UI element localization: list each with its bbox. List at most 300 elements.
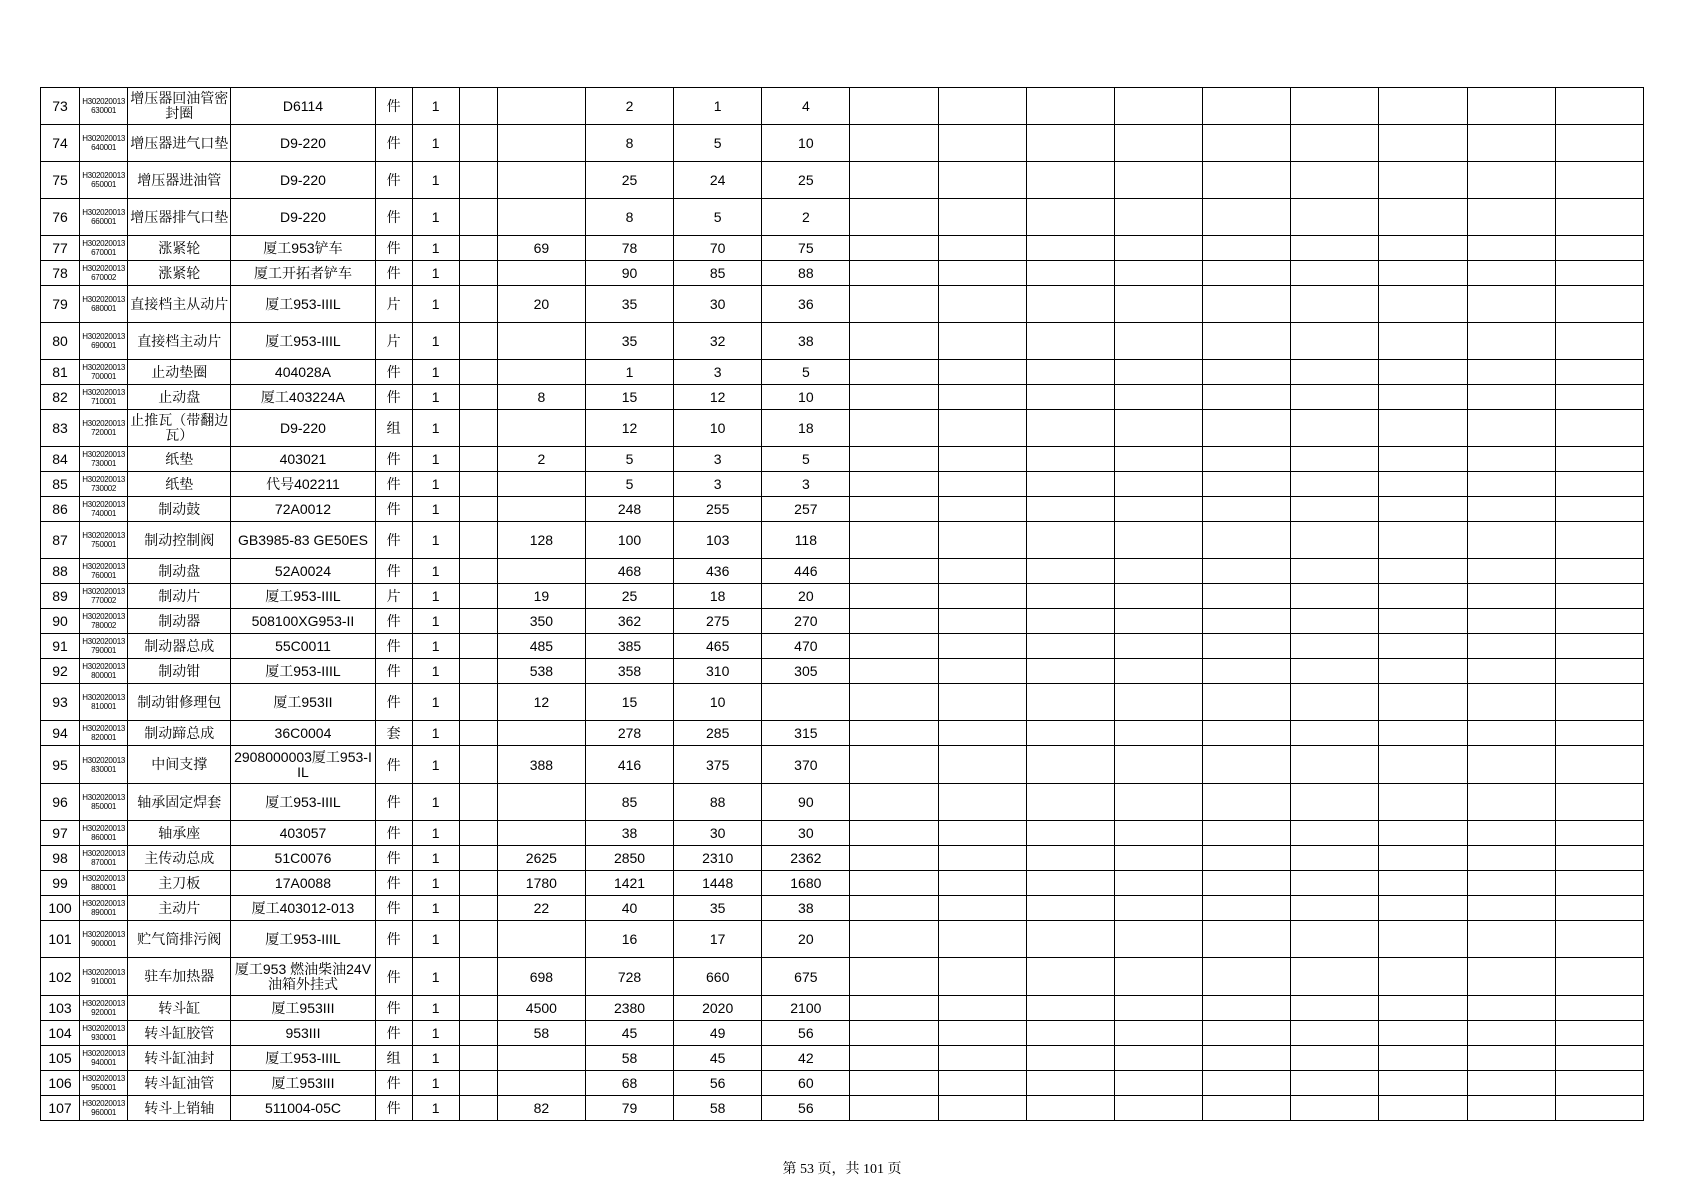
cell-unit: 件	[375, 559, 412, 584]
cell-v5: 90	[762, 784, 850, 821]
cell-no: 98	[41, 846, 80, 871]
cell-v5: 18	[762, 410, 850, 447]
cell-blank	[1379, 385, 1467, 410]
cell-spec: 17A0088	[231, 871, 375, 896]
cell-no: 91	[41, 634, 80, 659]
cell-blank	[1203, 996, 1291, 1021]
cell-code: H302020013810001	[80, 684, 128, 721]
cell-v5: 470	[762, 634, 850, 659]
cell-v3: 728	[585, 958, 673, 996]
cell-v1	[459, 125, 497, 162]
cell-spec: D6114	[231, 88, 375, 125]
cell-v5: 75	[762, 236, 850, 261]
table-row	[41, 958, 1644, 996]
cell-qty: 1	[412, 584, 459, 609]
cell-blank	[1026, 199, 1114, 236]
cell-blank	[850, 896, 938, 921]
cell-no: 84	[41, 447, 80, 472]
cell-name: 制动蹄总成	[128, 721, 231, 746]
cell-v3: 416	[585, 746, 673, 784]
cell-blank	[1467, 261, 1555, 286]
cell-blank	[1026, 261, 1114, 286]
cell-blank	[850, 684, 938, 721]
cell-unit: 组	[375, 1046, 412, 1071]
cell-blank	[938, 746, 1026, 784]
cell-blank	[1379, 684, 1467, 721]
cell-code: H302020013950001	[80, 1071, 128, 1096]
cell-blank	[1291, 684, 1379, 721]
cell-v5: 4	[762, 88, 850, 125]
cell-v1	[459, 261, 497, 286]
cell-spec: 厦工953-IIIL	[231, 784, 375, 821]
cell-blank	[938, 871, 1026, 896]
cell-v2	[497, 1071, 585, 1096]
cell-name: 直接档主从动片	[128, 286, 231, 323]
table-row	[41, 199, 1644, 236]
cell-no: 103	[41, 996, 80, 1021]
cell-blank	[1467, 447, 1555, 472]
table-row	[41, 1021, 1644, 1046]
cell-blank	[1379, 958, 1467, 996]
cell-v1	[459, 958, 497, 996]
cell-v5: 257	[762, 497, 850, 522]
cell-blank	[850, 821, 938, 846]
cell-blank	[938, 360, 1026, 385]
cell-blank	[850, 634, 938, 659]
cell-blank	[1291, 1071, 1379, 1096]
cell-v2: 58	[497, 1021, 585, 1046]
cell-blank	[850, 921, 938, 958]
cell-blank	[1467, 323, 1555, 360]
cell-blank	[938, 385, 1026, 410]
cell-blank	[1114, 958, 1202, 996]
cell-spec: 厦工403224A	[231, 385, 375, 410]
cell-blank	[1555, 125, 1643, 162]
cell-v5: 20	[762, 584, 850, 609]
cell-blank	[1291, 125, 1379, 162]
cell-blank	[1379, 88, 1467, 125]
cell-qty: 1	[412, 634, 459, 659]
cell-blank	[938, 584, 1026, 609]
cell-name: 增压器进气口垫	[128, 125, 231, 162]
cell-v5: 25	[762, 162, 850, 199]
cell-blank	[1291, 921, 1379, 958]
cell-v4: 1448	[674, 871, 762, 896]
cell-no: 75	[41, 162, 80, 199]
cell-blank	[1555, 1046, 1643, 1071]
cell-blank	[1555, 584, 1643, 609]
cell-v2	[497, 88, 585, 125]
cell-v5: 56	[762, 1096, 850, 1121]
cell-blank	[850, 447, 938, 472]
cell-v3: 362	[585, 609, 673, 634]
cell-v1	[459, 609, 497, 634]
cell-code: H302020013700001	[80, 360, 128, 385]
cell-blank	[1026, 286, 1114, 323]
cell-v2	[497, 162, 585, 199]
cell-v1	[459, 921, 497, 958]
cell-code: H302020013790001	[80, 634, 128, 659]
cell-name: 制动鼓	[128, 497, 231, 522]
cell-blank	[1114, 821, 1202, 846]
cell-blank	[1379, 447, 1467, 472]
cell-blank	[938, 88, 1026, 125]
table-row	[41, 609, 1644, 634]
cell-no: 99	[41, 871, 80, 896]
cell-blank	[938, 996, 1026, 1021]
cell-blank	[850, 199, 938, 236]
cell-qty: 1	[412, 261, 459, 286]
cell-qty: 1	[412, 497, 459, 522]
cell-v5: 675	[762, 958, 850, 996]
cell-spec: 厦工953-IIIL	[231, 659, 375, 684]
cell-unit: 件	[375, 385, 412, 410]
table-row	[41, 584, 1644, 609]
cell-blank	[1467, 996, 1555, 1021]
cell-blank	[1291, 261, 1379, 286]
cell-unit: 件	[375, 896, 412, 921]
cell-v2: 69	[497, 236, 585, 261]
cell-blank	[938, 410, 1026, 447]
cell-blank	[1467, 360, 1555, 385]
cell-blank	[1203, 323, 1291, 360]
cell-no: 94	[41, 721, 80, 746]
cell-blank	[1026, 162, 1114, 199]
cell-blank	[1379, 634, 1467, 659]
cell-v5: 10	[762, 125, 850, 162]
cell-qty: 1	[412, 996, 459, 1021]
cell-code: H302020013820001	[80, 721, 128, 746]
cell-blank	[1555, 162, 1643, 199]
cell-blank	[1291, 286, 1379, 323]
cell-blank	[1291, 871, 1379, 896]
cell-blank	[1291, 1096, 1379, 1121]
cell-blank	[1203, 746, 1291, 784]
cell-blank	[1379, 784, 1467, 821]
cell-v5: 56	[762, 1021, 850, 1046]
cell-no: 93	[41, 684, 80, 721]
cell-v5: 2100	[762, 996, 850, 1021]
cell-blank	[850, 88, 938, 125]
cell-v4: 24	[674, 162, 762, 199]
cell-unit: 件	[375, 784, 412, 821]
cell-no: 105	[41, 1046, 80, 1071]
cell-blank	[850, 497, 938, 522]
cell-blank	[1291, 821, 1379, 846]
cell-spec: 厦工953II	[231, 684, 375, 721]
cell-blank	[1203, 784, 1291, 821]
cell-no: 78	[41, 261, 80, 286]
cell-v3: 79	[585, 1096, 673, 1121]
cell-blank	[1379, 162, 1467, 199]
cell-blank	[938, 609, 1026, 634]
cell-qty: 1	[412, 896, 459, 921]
cell-blank	[1026, 522, 1114, 559]
cell-blank	[1203, 659, 1291, 684]
cell-v1	[459, 522, 497, 559]
cell-spec: 511004-05C	[231, 1096, 375, 1121]
table-row	[41, 447, 1644, 472]
cell-blank	[850, 286, 938, 323]
cell-blank	[1026, 447, 1114, 472]
cell-code: H302020013800001	[80, 659, 128, 684]
cell-qty: 1	[412, 821, 459, 846]
cell-blank	[1379, 821, 1467, 846]
cell-v3: 8	[585, 199, 673, 236]
page-footer: 第 53 页，共 101 页	[782, 1162, 902, 1177]
cell-blank	[938, 821, 1026, 846]
cell-v4: 465	[674, 634, 762, 659]
cell-v3: 45	[585, 1021, 673, 1046]
cell-blank	[1114, 199, 1202, 236]
cell-blank	[1467, 1046, 1555, 1071]
cell-blank	[1203, 1071, 1291, 1096]
cell-blank	[850, 125, 938, 162]
cell-blank	[1114, 634, 1202, 659]
cell-blank	[1203, 821, 1291, 846]
cell-qty: 1	[412, 746, 459, 784]
cell-spec: 55C0011	[231, 634, 375, 659]
cell-v3: 15	[585, 385, 673, 410]
cell-v4: 436	[674, 559, 762, 584]
cell-blank	[1203, 921, 1291, 958]
cell-v3: 38	[585, 821, 673, 846]
cell-v5: 446	[762, 559, 850, 584]
cell-name: 中间支撑	[128, 746, 231, 784]
cell-v3: 35	[585, 323, 673, 360]
cell-blank	[1203, 1021, 1291, 1046]
cell-spec: D9-220	[231, 199, 375, 236]
cell-v3: 90	[585, 261, 673, 286]
cell-v5	[762, 684, 850, 721]
cell-qty: 1	[412, 236, 459, 261]
cell-blank	[1026, 921, 1114, 958]
table-row	[41, 821, 1644, 846]
cell-v4: 660	[674, 958, 762, 996]
cell-blank	[1203, 88, 1291, 125]
cell-blank	[1555, 609, 1643, 634]
parts-price-table	[40, 87, 1644, 1121]
cell-v2	[497, 125, 585, 162]
cell-blank	[1203, 236, 1291, 261]
cell-v5: 42	[762, 1046, 850, 1071]
cell-v5: 118	[762, 522, 850, 559]
cell-blank	[1203, 896, 1291, 921]
cell-blank	[1291, 784, 1379, 821]
cell-blank	[1467, 1096, 1555, 1121]
cell-v5: 10	[762, 385, 850, 410]
cell-no: 77	[41, 236, 80, 261]
cell-blank	[1555, 784, 1643, 821]
cell-v3: 40	[585, 896, 673, 921]
table-row	[41, 88, 1644, 125]
cell-v1	[459, 410, 497, 447]
cell-blank	[1555, 236, 1643, 261]
cell-blank	[1114, 584, 1202, 609]
cell-name: 驻车加热器	[128, 958, 231, 996]
cell-no: 101	[41, 921, 80, 958]
cell-v4: 3	[674, 472, 762, 497]
cell-qty: 1	[412, 522, 459, 559]
cell-blank	[1555, 199, 1643, 236]
cell-blank	[1291, 323, 1379, 360]
cell-blank	[1555, 634, 1643, 659]
table-row	[41, 497, 1644, 522]
cell-unit: 片	[375, 323, 412, 360]
cell-blank	[1555, 447, 1643, 472]
cell-blank	[1467, 88, 1555, 125]
cell-blank	[938, 784, 1026, 821]
cell-blank	[1291, 1046, 1379, 1071]
cell-name: 涨紧轮	[128, 261, 231, 286]
cell-v1	[459, 996, 497, 1021]
cell-blank	[1203, 497, 1291, 522]
cell-code: H302020013900001	[80, 921, 128, 958]
cell-name: 主动片	[128, 896, 231, 921]
cell-unit: 件	[375, 821, 412, 846]
cell-code: H302020013880001	[80, 871, 128, 896]
cell-name: 转斗缸油封	[128, 1046, 231, 1071]
cell-unit: 件	[375, 1021, 412, 1046]
cell-unit: 件	[375, 360, 412, 385]
cell-blank	[1291, 746, 1379, 784]
table-row	[41, 721, 1644, 746]
cell-blank	[938, 286, 1026, 323]
cell-blank	[1555, 721, 1643, 746]
cell-v1	[459, 1071, 497, 1096]
cell-spec: 404028A	[231, 360, 375, 385]
cell-v2: 2625	[497, 846, 585, 871]
cell-v4: 49	[674, 1021, 762, 1046]
cell-blank	[1467, 1021, 1555, 1046]
cell-blank	[1114, 721, 1202, 746]
cell-blank	[1114, 996, 1202, 1021]
cell-code: H302020013730002	[80, 472, 128, 497]
cell-code: H302020013890001	[80, 896, 128, 921]
cell-blank	[1203, 1046, 1291, 1071]
cell-name: 止动盘	[128, 385, 231, 410]
cell-blank	[1114, 323, 1202, 360]
cell-blank	[1026, 821, 1114, 846]
cell-name: 制动器	[128, 609, 231, 634]
cell-blank	[1467, 286, 1555, 323]
cell-blank	[1555, 846, 1643, 871]
cell-blank	[1379, 472, 1467, 497]
cell-name: 转斗缸油管	[128, 1071, 231, 1096]
cell-qty: 1	[412, 199, 459, 236]
cell-v1	[459, 385, 497, 410]
cell-v3: 5	[585, 472, 673, 497]
cell-blank	[1291, 584, 1379, 609]
cell-blank	[1026, 746, 1114, 784]
cell-blank	[1291, 385, 1379, 410]
cell-blank	[1114, 497, 1202, 522]
cell-v3: 16	[585, 921, 673, 958]
cell-unit: 件	[375, 996, 412, 1021]
cell-v2: 8	[497, 385, 585, 410]
cell-blank	[1026, 410, 1114, 447]
cell-blank	[1203, 385, 1291, 410]
cell-v1	[459, 162, 497, 199]
cell-v4: 275	[674, 609, 762, 634]
cell-name: 制动钳修理包	[128, 684, 231, 721]
cell-blank	[938, 447, 1026, 472]
cell-unit: 件	[375, 1096, 412, 1121]
cell-v5: 5	[762, 360, 850, 385]
cell-name: 止动垫圈	[128, 360, 231, 385]
cell-blank	[938, 684, 1026, 721]
cell-v1	[459, 199, 497, 236]
cell-spec: 953III	[231, 1021, 375, 1046]
cell-blank	[1114, 784, 1202, 821]
cell-qty: 1	[412, 1046, 459, 1071]
cell-blank	[1114, 896, 1202, 921]
cell-blank	[1555, 1096, 1643, 1121]
table-row	[41, 261, 1644, 286]
cell-v3: 35	[585, 286, 673, 323]
cell-spec: 508100XG953-II	[231, 609, 375, 634]
cell-v1	[459, 659, 497, 684]
cell-no: 106	[41, 1071, 80, 1096]
cell-v2: 19	[497, 584, 585, 609]
cell-blank	[1379, 659, 1467, 684]
cell-v3: 5	[585, 447, 673, 472]
cell-blank	[1467, 846, 1555, 871]
cell-blank	[850, 410, 938, 447]
cell-blank	[1203, 125, 1291, 162]
cell-no: 74	[41, 125, 80, 162]
cell-blank	[1379, 236, 1467, 261]
cell-qty: 1	[412, 721, 459, 746]
cell-qty: 1	[412, 385, 459, 410]
cell-blank	[1467, 684, 1555, 721]
cell-blank	[938, 236, 1026, 261]
table-row	[41, 684, 1644, 721]
cell-blank	[1555, 684, 1643, 721]
cell-v4: 10	[674, 684, 762, 721]
cell-blank	[1026, 634, 1114, 659]
cell-blank	[1379, 1071, 1467, 1096]
cell-name: 增压器进油管	[128, 162, 231, 199]
cell-blank	[1026, 896, 1114, 921]
cell-blank	[1467, 609, 1555, 634]
cell-spec: 厦工953III	[231, 1071, 375, 1096]
cell-code: H302020013720001	[80, 410, 128, 447]
cell-qty: 1	[412, 921, 459, 958]
cell-blank	[1114, 88, 1202, 125]
cell-v1	[459, 634, 497, 659]
cell-blank	[1026, 659, 1114, 684]
cell-v2	[497, 472, 585, 497]
cell-spec: D9-220	[231, 125, 375, 162]
cell-name: 涨紧轮	[128, 236, 231, 261]
cell-qty: 1	[412, 410, 459, 447]
cell-code: H302020013960001	[80, 1096, 128, 1121]
cell-v2	[497, 199, 585, 236]
cell-v3: 15	[585, 684, 673, 721]
cell-v1	[459, 88, 497, 125]
cell-unit: 件	[375, 634, 412, 659]
cell-unit: 件	[375, 684, 412, 721]
cell-blank	[1291, 447, 1379, 472]
cell-blank	[850, 323, 938, 360]
cell-blank	[938, 721, 1026, 746]
cell-code: H302020013780002	[80, 609, 128, 634]
cell-blank	[1203, 684, 1291, 721]
cell-no: 82	[41, 385, 80, 410]
cell-v5: 305	[762, 659, 850, 684]
cell-v1	[459, 584, 497, 609]
